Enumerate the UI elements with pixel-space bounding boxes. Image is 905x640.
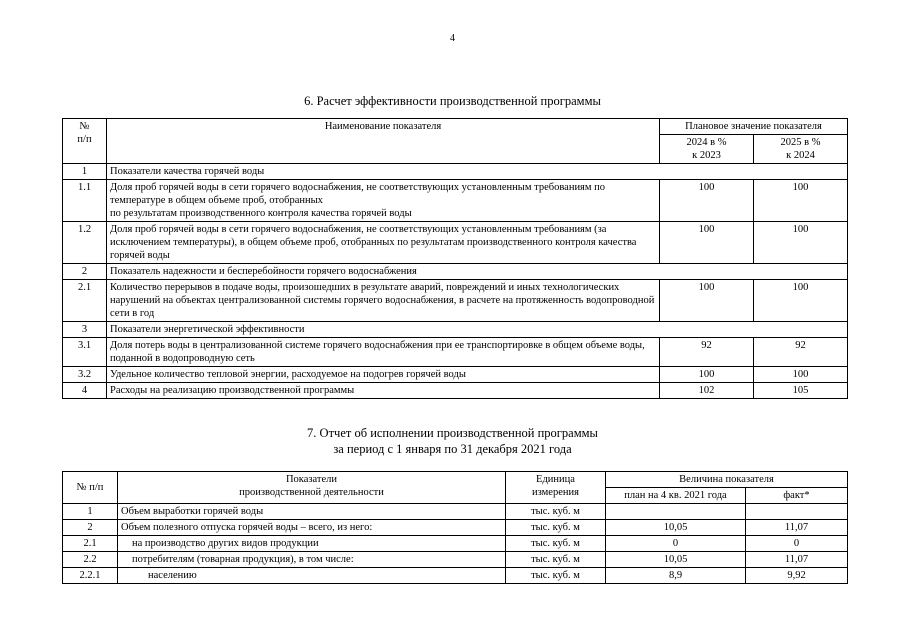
row-unit: тыс. куб. м — [506, 568, 606, 584]
table-row — [63, 367, 848, 383]
row-unit: тыс. куб. м — [506, 520, 606, 536]
row-num: 3 — [63, 322, 107, 338]
row-value-2025: 100 — [754, 367, 848, 383]
header-fact: факт* — [746, 488, 848, 504]
row-name: Удельное количество тепловой энергии, расходуемое на подогрев горячей воды — [107, 367, 660, 383]
row-name: Показатели качества горячей воды — [107, 164, 848, 180]
table-row — [63, 280, 848, 322]
row-value-2024: 100 — [660, 180, 754, 222]
row-fact: 11,07 — [746, 552, 848, 568]
row-fact: 0 — [746, 536, 848, 552]
row-name: Доля проб горячей воды в сети горячего водоснабжения, не соответствующих установленным требованиям (за исключением температуры), в общем объеме проб, отобранных по результатам производственного контроля качества горячей воды — [107, 222, 660, 264]
header-2024: 2024 в % к 2023 — [660, 135, 754, 164]
row-unit: тыс. куб. м — [506, 552, 606, 568]
table-row — [63, 338, 848, 367]
row-name: Показатель надежности и бесперебойности горячего водоснабжения — [107, 264, 848, 280]
row-name: Доля потерь воды в централизованной системе горячего водоснабжения при ее транспортировке в общем объеме воды, поданной в водопроводную сеть — [107, 338, 660, 367]
header-plan: план на 4 кв. 2021 года — [606, 488, 746, 504]
row-num: 2 — [63, 264, 107, 280]
row-plan: 8,9 — [606, 568, 746, 584]
row-name: Доля проб горячей воды в сети горячего водоснабжения, не соответствующих установленным требованиям по температуре в общем объеме проб, отобранных по результатам производственного контроля качества горячей воды — [107, 180, 660, 222]
row-num: 2.1 — [63, 280, 107, 322]
row-name: Показатели энергетической эффективности — [107, 322, 848, 338]
row-num: 1.2 — [63, 222, 107, 264]
row-value-2024: 100 — [660, 367, 754, 383]
page-number: 4 — [450, 33, 455, 44]
table-row — [63, 180, 848, 222]
row-value-2025: 100 — [754, 180, 848, 222]
table-row — [63, 552, 848, 568]
row-plan — [606, 504, 746, 520]
row-fact — [746, 504, 848, 520]
row-name: населению — [118, 568, 506, 584]
header-indicators: Показатели производственной деятельности — [118, 472, 506, 504]
row-value-2024: 100 — [660, 280, 754, 322]
row-num: 2.2.1 — [63, 568, 118, 584]
row-num: 3.2 — [63, 367, 107, 383]
row-unit: тыс. куб. м — [506, 504, 606, 520]
table-row — [63, 222, 848, 264]
table-row — [63, 383, 848, 399]
row-name: Объем выработки горячей воды — [118, 504, 506, 520]
row-value-2024: 92 — [660, 338, 754, 367]
row-num: 2 — [63, 520, 118, 536]
row-value-2025: 100 — [754, 222, 848, 264]
row-value-2025: 92 — [754, 338, 848, 367]
row-value-2024: 102 — [660, 383, 754, 399]
header-num: № п/п — [63, 472, 118, 504]
table-row — [63, 322, 848, 338]
row-name: потребителям (товарная продукция), в том числе: — [118, 552, 506, 568]
row-value-2025: 105 — [754, 383, 848, 399]
row-plan: 0 — [606, 536, 746, 552]
table-row — [63, 520, 848, 536]
table-row — [63, 568, 848, 584]
section-6-title: 6. Расчет эффективности производственной программы — [304, 94, 601, 108]
row-name: Количество перерывов в подаче воды, произошедших в результате аварий, повреждений и иных технологических нарушений на объектах централизованной системы горячего водоснабжения, в расчете на протяженность водопроводной сети в год — [107, 280, 660, 322]
row-name: Объем полезного отпуска горячей воды – всего, из него: — [118, 520, 506, 536]
row-num: 1 — [63, 164, 107, 180]
header-indicator-name: Наименование показателя — [107, 119, 660, 164]
row-value-2024: 100 — [660, 222, 754, 264]
row-unit: тыс. куб. м — [506, 536, 606, 552]
header-plan-value: Плановое значение показателя — [660, 119, 848, 135]
row-num: 1 — [63, 504, 118, 520]
efficiency-table — [62, 118, 848, 399]
section-7-title: 7. Отчет об исполнении производственной программы за период с 1 января по 31 декабря 2021 года — [307, 426, 598, 456]
row-fact: 9,92 — [746, 568, 848, 584]
row-num: 1.1 — [63, 180, 107, 222]
row-plan: 10,05 — [606, 520, 746, 536]
row-num: 2.2 — [63, 552, 118, 568]
row-num: 4 — [63, 383, 107, 399]
row-num: 3.1 — [63, 338, 107, 367]
row-value-2025: 100 — [754, 280, 848, 322]
header-unit: Единица измерения — [506, 472, 606, 504]
row-num: 2.1 — [63, 536, 118, 552]
table-row — [63, 504, 848, 520]
header-num: № п/п — [63, 119, 107, 164]
row-fact: 11,07 — [746, 520, 848, 536]
row-name: Расходы на реализацию производственной программы — [107, 383, 660, 399]
table-row — [63, 264, 848, 280]
header-2025: 2025 в % к 2024 — [754, 135, 848, 164]
table-row — [63, 164, 848, 180]
row-plan: 10,05 — [606, 552, 746, 568]
table-row — [63, 536, 848, 552]
header-value: Величина показателя — [606, 472, 848, 488]
execution-report-table — [62, 471, 848, 584]
row-name: на производство других видов продукции — [118, 536, 506, 552]
